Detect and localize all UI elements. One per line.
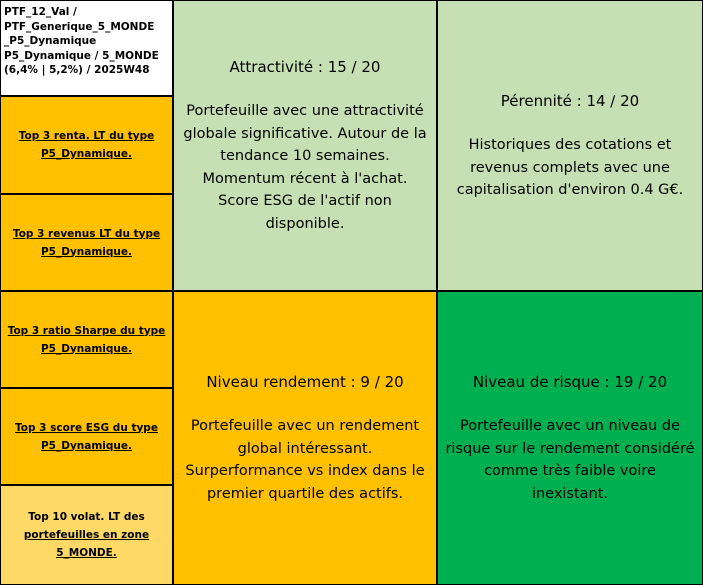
panel-rendement [173,291,437,585]
panel-heading: Attractivité : 15 / 20 [229,57,381,76]
panel-risque [437,291,703,585]
panel-perennite [437,0,703,291]
panel-heading: Pérennité : 14 / 20 [500,91,640,110]
side-link-label[interactable]: Top 3 revenus LT du type P5_Dynamique. [12,227,161,258]
panel-body: Portefeuille avec un rendement global intéressant. Surperformance vs index dans le premier quartile des actifs. [185,418,425,502]
panel-body: Portefeuille avec une attractivité globale significative. Autour de la tendance 10 semaines. Momentum récent à l'achat. Score ESG de l'actif non disponible. [183,103,427,232]
side-link-label[interactable]: portefeuilles en zone 5_MONDE. [23,529,150,559]
panel-attractivite [173,0,437,291]
panel-heading: Niveau rendement : 9 / 20 [206,372,404,391]
panel-body: Historiques des cotations et revenus complets avec une capitalisation d'environ 0.4 G€. [456,137,684,198]
side-link-label[interactable]: Top 3 score ESG du type P5_Dynamique. [15,421,158,452]
portfolio-title: PTF_12_Val / PTF_Generique_5_MONDE _P5_Dynamique P5_Dynamique / 5_MONDE (6,4% | 5,2%) / 2025W48 [0,0,173,96]
side-link-prefix: Top 10 volat. LT des [28,511,145,523]
side-link-top10-volat[interactable] [0,485,173,585]
side-link-label[interactable]: Top 3 renta. LT du type P5_Dynamique. [18,130,155,160]
side-link-top3-esg[interactable] [0,388,173,485]
panel-heading: Niveau de risque : 19 / 20 [472,372,668,391]
panel-body: Portefeuille avec un niveau de risque sur le rendement considéré comme très faible voire inexistant. [445,418,695,502]
side-link-top3-revenus[interactable] [0,194,173,291]
side-link-top3-renta[interactable] [0,96,173,194]
side-link-top3-sharpe[interactable] [0,291,173,388]
side-link-label[interactable]: Top 3 ratio Sharpe du type P5_Dynamique. [7,324,166,355]
